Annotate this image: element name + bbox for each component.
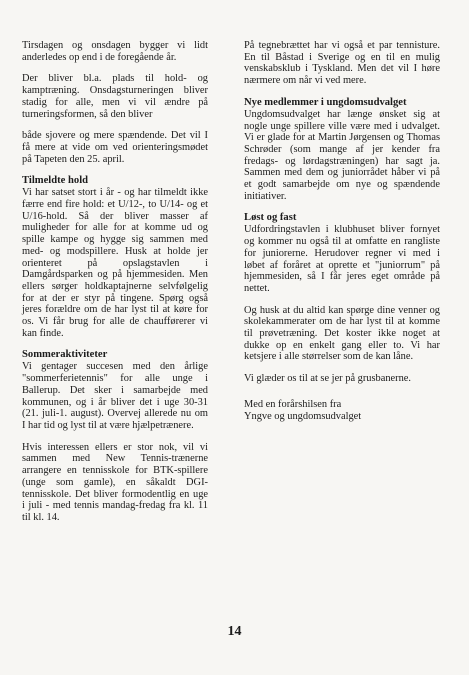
intro-paragraph: Tirsdagen og onsdagen bygger vi lidt anderledes op end i de foregående år. <box>22 40 208 63</box>
section-text: Ungdomsudvalget har længe ønsket sig at nogle unge spillere ville være med i udvalget. Vi er glade for at Martin Jørgensen og Thomas Schrøder (som mange af jer kender fra fredags- og lørdagstræningen) har sagt ja. Sammen med dem og juniorrådet håber vi på et godt samarbejde om nye og spændende initiativer. <box>244 108 440 202</box>
right-column <box>244 40 440 422</box>
closing-signature <box>244 399 440 422</box>
section-text: Udfordringstavlen i klubhuset bliver fornyet og kommer nu også til at omfatte en rangliste for juniorerne. Herudover regner vi med i løbet af foråret at oprette et "juniorrum" på hjemmesiden, så I får jeres eget område på nettet. <box>244 224 440 294</box>
section-heading: Tilmeldte hold <box>22 175 89 187</box>
section-text: Vi har satset stort i år - og har tilmeldt ikke færre end fire hold: et U/12-, to U/14- og et U/16-hold. Så der bliver masser af muligheder for alle for at komme ud og spille kampe og hygge sig sammen med med- og modspillere. Husk at holde jer orienteret på opslagstavlen i Damgårdsparken og på hjemmesiden. Men ellers sørger holdkaptajnerne selvfølgelig for at der er styr på tingene. Spørg også jeres forældre om de har lyst til at køre for os. Vi får brug for alle de chaufførerer vi kan finde. <box>22 187 208 339</box>
section-heading: Nye medlemmer i ungdomsudvalget <box>244 96 407 108</box>
orientation-paragraph: både sjovere og mere spændende. Det vil I få mere at vide om ved orienteringsmødet på Tapeten den 25. april. <box>22 130 208 165</box>
tennis-trips-paragraph: På tegnebrættet har vi også et par tennisture. En til Båstad i Sverige og en til en mulig venskabsklub i Tyskland. Men det vil I høre nærmere om når vi ved mere. <box>244 40 440 87</box>
page-number: 14 <box>227 624 242 639</box>
closing-greeting: Med en forårshilsen fra <box>244 398 342 410</box>
left-column <box>22 40 208 534</box>
section-heading: Sommeraktiviteter <box>22 349 108 361</box>
tennisschool-paragraph: Hvis interessen ellers er stor nok, vil vi sammen med New Tennis-trænerne arrangere en tennisskole for BTK-spillere (unge som gamle), en såkaldt DGI-tennisskole. Det bliver formodentlig en uge i juli - med tennis mandag-fredag fra kl. 11 til kl. 14. <box>22 441 208 523</box>
closing-signer: Yngve og ungdomsudvalget <box>244 410 362 422</box>
section-heading: Løst og fast <box>244 212 297 224</box>
section-lost-og-fast <box>244 212 440 294</box>
section-nye-medlemmer <box>244 97 440 203</box>
section-text: Vi gentager succesen med den årlige "sommerferietennis" for alle unge i Ballerup. Det sker i samarbejde med kommunen, og i år bliver det i uge 30-31 (21. juli-1. august). Overvej allerede nu om I har tid og lyst til at være hjælpetrænere. <box>22 361 208 431</box>
see-you-paragraph: Vi glæder os til at se jer på grusbanerne. <box>244 373 412 385</box>
section-tilmeldte-hold <box>22 175 208 339</box>
section-sommeraktiviteter <box>22 349 208 431</box>
trial-training-paragraph: Og husk at du altid kan spørge dine venner og skolekammerater om de har lyst til at komme til prøvetræning. Det koster ikke noget at dukke op en enkelt gang eller to. Vi har ketsjere i alle størrelser som de kan låne. <box>244 304 440 363</box>
training-paragraph: Der bliver bl.a. plads til hold- og kamptræning. Onsdagsturneringen bliver stadig for alle, men vi vil ændre på turneringsformen, så den bliver <box>22 73 208 120</box>
